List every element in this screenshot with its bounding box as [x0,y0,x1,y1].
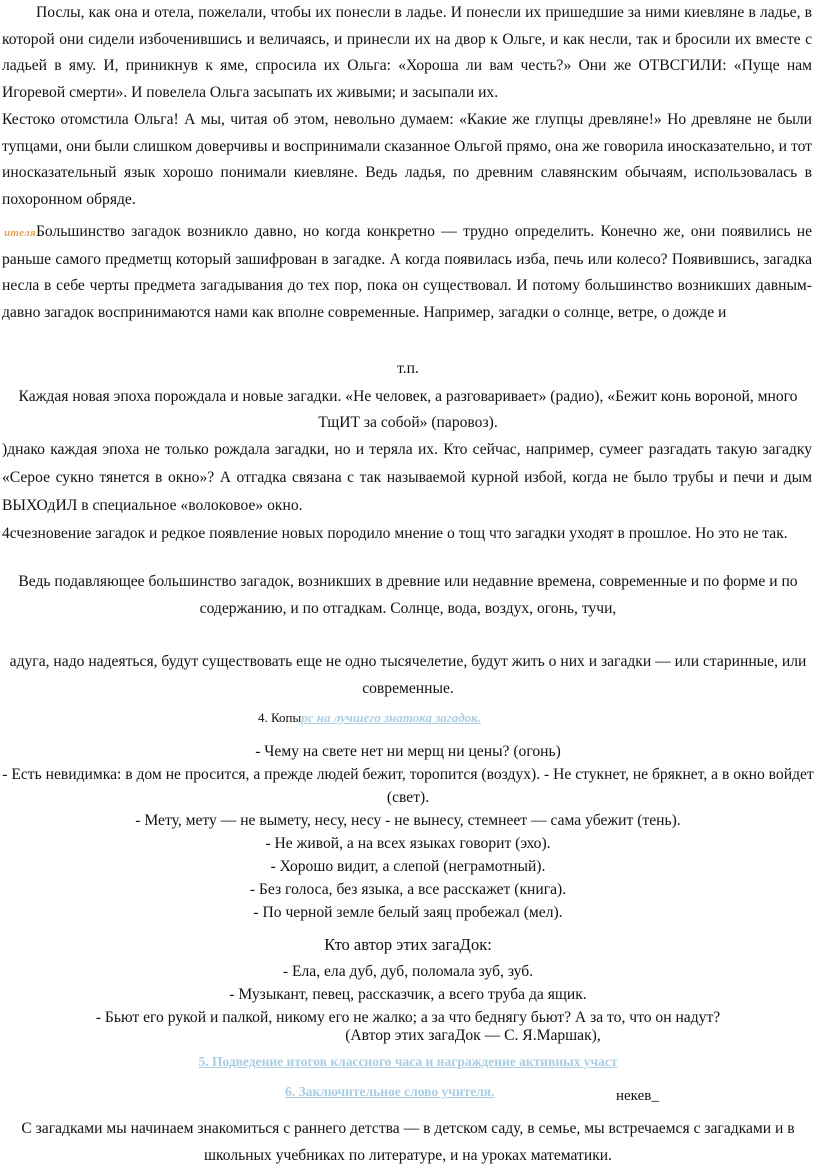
riddle-item: - Чему на свете нет ни мерщ ни цены? (огонь) [255,743,561,760]
author-question-heading: Кто автор этих загаДок: [324,935,492,954]
paragraph-new-era-line2: ТщИТ за собой» (паровоз). [318,414,498,431]
paragraph-new-era-line1: Каждая новая эпоха порождала и новые загадки. «Не человек, а разговаривает» (радио), «Бежит конь вороной, много [18,388,798,405]
paragraph-tp: т.п. [397,360,419,377]
step6-heading: 6. Заключительное слово учителя. [285,1084,495,1099]
contest-heading [258,710,481,726]
riddle-item: - Есть невидимка: в дом не просится, а прежде людей бежит, торопится (воздух). - Не стукнет, не брякнет, а в окно войдет (свет). [2,766,814,806]
paragraph-new-era [2,384,814,436]
paragraph-olga-revenge: Кестоко отомстила Ольга! А мы, читая об этом, невольно думаем: «Какие же глупцы древляне!» Но древляне не были тупцами, они были слишком доверчивы и воспринимали сказанное Ольгой прямо, она же говорила иносказательно, и тот иносказательный язык хорошо понимали киевляне. Ведь ладья, по древним славянским обычаям, использовалась в похоронном обряде. [2,111,812,208]
riddle-item: - По черной земле белый заяц пробежал (мел). [253,904,563,921]
riddle-item: - Музыкант, певец, рассказчик, а всего труба да ящик. [229,986,587,1003]
paragraph-riddle-origin-text: Большинство загадок возникло давно, но когда конкретно — трудно определить. Конечно же, они появились не раньше самого предметщ который зашифрован в загадке. А когда появилась изба, печь или колесо? Появившись, загадка несла в себе черты предмета загадывания до тех пор, пока он существовал. И потому большинство возникших давным-давно загадок воспринимаются нами как вполне современные. Например, загадки о солнце, ветре, о дожде и [2,223,812,321]
paragraph-majority: Ведь подавляющее большинство загадок, возникших в древние или недавние времена, современные и по форме и по содержанию, и по отгадкам. Солнце, вода, воздух, огонь, тучи, [18,573,798,617]
step5-heading: 5. Подведение итогов классного часа и награждение активных участ [198,1054,618,1069]
paragraph-disappearance: 4счезновение загадок и редкое появление новых породило мнение о тощ что загадки уходят в прошлое. Но это не так. [2,525,788,542]
riddle-item: - Не живой, а на всех языках говорит (эхо). [265,835,551,852]
faint-teacher-label: ителя [4,227,36,239]
riddle-list-a [0,740,816,924]
riddle-item: - Бьют его рукой и палкой, никому его не жалко; а за что беднягу бьют? А за то, что он надут? [95,1009,721,1026]
riddle-item: - Мету, мету — не вымету, несу, несу - не вынесу, стемнеет — сама убежит (тень). [135,812,681,829]
paragraph-childhood: С загадками мы начинаем знакомиться с раннего детства — в детском саду, в семье, мы встречаемся с загадками и в школьных учебниках по литературе, и на уроках математики. [21,1120,795,1164]
riddle-item: - Без голоса, без языка, а все расскажет (книга). [249,881,567,898]
stray-text: некев_ [616,1088,659,1104]
contest-heading-faint: рс на лучшего знатока загадок. [301,710,481,725]
author-answer: (Автор этих загаДок — С. Я.Маршак), [345,1027,601,1044]
riddle-item: - Хорошо видит, а слепой (неграмотный). [270,858,546,875]
paragraph-riddle-origin [2,219,812,326]
paragraph-millennium: адуга, надо надеяться, будут существовать еще не одно тысячелетие, будут жить о них и загадки — или старинные, или современные. [9,653,807,697]
paragraph-olga-ambassadors: Послы, как она и отела, пожелали, чтобы их понесли в ладье. И понесли их пришедшие за ними киевляне в ладье, в которой они сидели избоченившись и величаясь, и принесли их на двор к Ольге, и как несли, так и бросили их вместе с ладьей в яму. И, приникнув к яме, спросила их Ольга: «Хороша ли вам честь?» Они же ОТВСГИЛИ: «Пуще нам Игоревой смерти». И повелела Ольга засыпать их живыми; и засыпали их. [2,4,812,101]
riddle-list-b [0,960,816,1029]
paragraph-lost-riddles: )днако каждая эпоха не только рождала загадки, но и теряла их. Кто сейчас, например, сумеег разгадать такую загадку «Серое сукно тянется в окно»? А отгадка связана с так называемой курной избой, когда не было трубы и печи и дым ВЫХОдИЛ в специальное «волоковое» окно. [2,441,812,514]
riddle-item: - Ела, ела дуб, дуб, поломала зуб, зуб. [282,963,534,980]
contest-heading-prefix: 4. Копы [258,710,302,725]
